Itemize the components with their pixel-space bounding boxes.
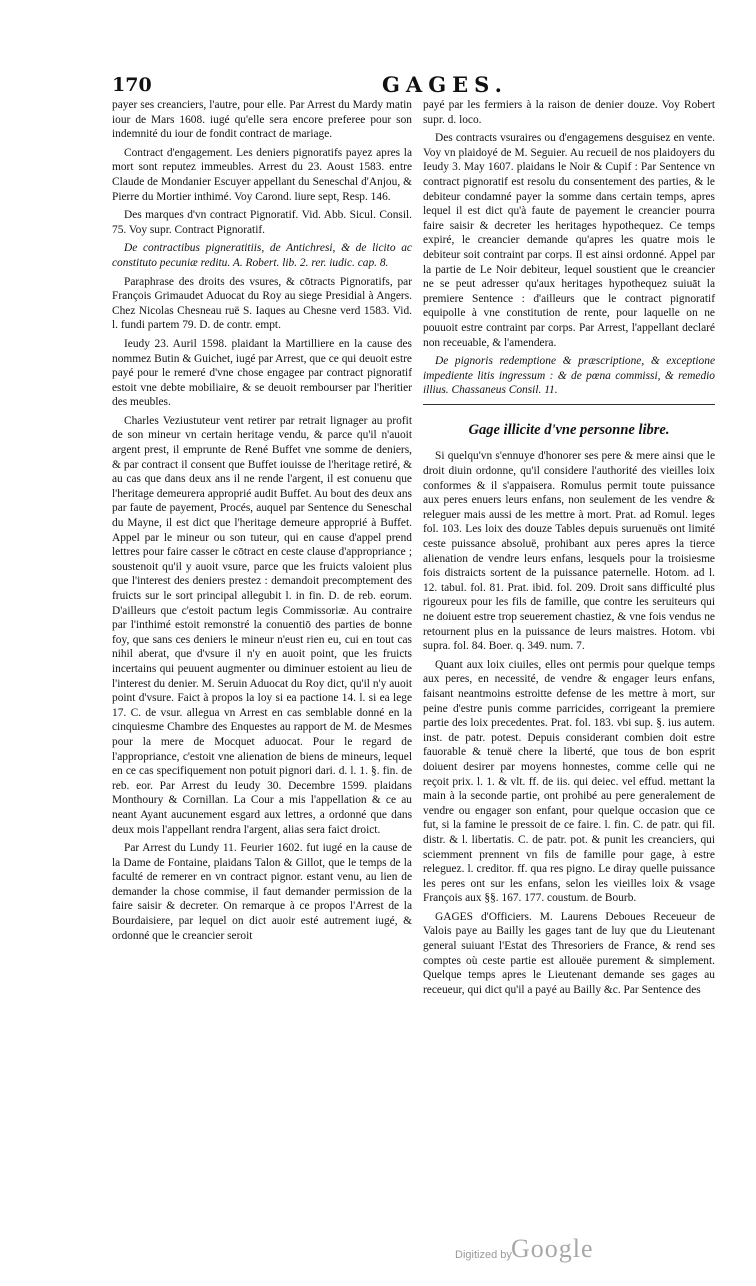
- running-title: GAGES.: [382, 72, 508, 97]
- paragraph: Quant aux loix ciuiles, elles ont permis pour quelque temps aux peres, en necessité, de vendre & engager leurs enfans, faisant neantmoins estroitte defense de les mettre à mort, sur peine d'estre punis comme parricides, corrigeant la premiere partie des loix precedentes. Prat. fol. 183. vbi sup. §. ius autem. inst. de patr. potest. Depuis considerant combien doit estre fauorable & tenuë chere la liberté, que tous de bon esprit doiuent desirer par moyens honnestes, comme celle qui ne reçoit prix. l. 1. & vlt. ff. de iis. qui deiec. vel effud. mettant la main à la seconde partie, ont prohibé au pere generalement de vendre ou engager son enfant, pour quelque occasion que ce fut, si la famine le pressoit de ce faire. l. fin. C. de patr. qui fil. distr. & l. libertatis. C. de patr. pot. & punit les creanciers, qui sciemment prennent vn fils de famille pour gage, à estre releguez. l. creditor. ff. qua res pigno. Le diray quelle puissance les peres ont sur les enfans, selon les vieilles loix & vsage François aux §§. 167. 177. coustum. de Bourb.: [423, 658, 715, 905]
- citation: De contractibus pigneratitiis, de Antichresi, & de licito ac constituto pecuniæ reditu. A. Robert. lib. 2. rer. iudic. cap. 8.: [112, 242, 412, 269]
- paragraph: Des contracts vsuraires ou d'engagemens desguisez en vente. Voy vn plaidoyé de M. Seguier. Au recueil de nos plaidoyers du Ieudy 3. May 1607. plaidans le Noir & Cupif : Par Sentence vn contract pignoratif est resolu du consentement des parties, & le debiteur condamné payer la somme dans certain temps, apres lequel il est dict qu'à faute de payement le creancier pourra faire saisir & decreter les heritages hypothequez. Ce temps expiré, le creancier demande qu'apres les quatre mois le debiteur soit contraint par corps. Il est ainsi ordonné. Appel par la partie de Le Noir debiteur, lequel soustient que le creancier ne se peut adresser qu'aux heritages hypothequez suiuāt la premiere Sentence : d'ailleurs que le contract pignoratif equipolle à vne constitution de rente, pour laquelle on ne pouuoit estre contraint par corps. Par Arrest, l'appellant declaré non receuable, & l'amendera.: [423, 132, 715, 349]
- page-number: 170: [112, 74, 152, 96]
- section-heading: Gage illicite d'vne personne libre.: [468, 421, 670, 438]
- paragraph: Ieudy 23. Auril 1598. plaidant la Martilliere en la cause des nommez Butin & Guichet, iugé par Arrest, que ce qui deuoit estre payé pour le remeré d'vne chose engagee par contract pignoratif estoit vne debte mobiliaire, & se deuoit rembourser par l'heritier des meubles.: [112, 337, 412, 409]
- right-column: [423, 98, 715, 1001]
- paragraph: payé par les fermiers à la raison de denier douze. Voy Robert supr. d. loco.: [423, 99, 715, 126]
- google-logo: Google: [511, 1234, 594, 1263]
- paragraph: Si quelqu'vn s'ennuye d'honorer ses pere & mere ainsi que le droit diuin ordonne, qu'il considere l'authorité des vieilles loix conformes & il s'appaisera. Romulus permit toute puissance aux peres enuers leurs enfans, non seulement de les vendre & releguer mais aussi de les mettre à mort. Prat. ad Romul. leges fol. 103. Les loix des douze Tables depuis suruenuës ont limité ceste puissance absoluë, prohibant aux peres apres la tierce alienation de vendre leurs enfans, lesquels pour la troisiesme fois distraicts sortent de la puissance paternelle. Hotom. ad l. 12. tabul. fol. 81. Prat. ibid. fol. 209. Droit sans difficulté plus rigoureux pour les fils de famille, que contre les seruiteurs qui ne doiuent estre trop seuerement chastiez, & vne fois vendus ne retournent plus en la puissance de leurs maistres. Hotom. vbi supra. fol. 84. Boer. q. 349. num. 7.: [423, 450, 715, 653]
- paragraph: Par Arrest du Lundy 11. Feurier 1602. fut iugé en la cause de la Dame de Fontaine, plaidans Talon & Gillot, que le temps de la faculté de remerer en vn contract pignor. estant venu, au lien de demander la chose commise, il faut demander permission de la faire saisir & decreter. On remarque à ce propos l'Arrest de la Bourdaisiere, par lequel on dict auoir esté autrement iugé, & ordonné que le creancier seroit: [112, 842, 412, 942]
- google-watermark: [455, 1234, 655, 1268]
- paragraph: Paraphrase des droits des vsures, & cōtracts Pignoratifs, par François Grimaudet Aduocat du Roy au siege Presidial à Angers. Chez Nicolas Chesneau ruë S. Iaques au Chesne verd 1583. Vid. l. fundi partem 79. D. de contr. empt.: [112, 275, 412, 332]
- citation: De pignoris redemptione & præscriptione, & exceptione impediente litis ingressum : & de pœna commissi, & remedio illius. Chassaneus Consil. 11.: [423, 355, 715, 397]
- paragraph: Charles Veziustuteur vent retirer par retrait lignager au profit de son mineur vn certain heritage vendu, & parce qu'il n'auoit argent prest, il emprunte de René Buffet vne somme de deniers, & par contract il consent que Buffet iouisse de l'heritage retiré, & au cas que dans deux ans il ne rende l'argent, il est conuenu que l'heritage demeurera approprié audit Buffet. Au bout des deux ans par faute de payement, Procés, auquel par Sentence du Seneschal du Mayne, il est dict que l'heritage demeure approprié à Buffet. Appel par le mineur ou son tuteur, qui en cause d'appel prend lettres pour faire casser le cōtract en ceste clause d'appropriance ; soustenoit qu'il y auoit vsure, parce que les fruicts valoient plus que l'interest des deniers prestez : demandoit precomptement des fruicts sur le sort principal allegubit l. in fin. D. de reb. eorum. D'ailleurs que c'estoit pactum legis Commissoriæ. Au contraire par l'inthimé estoit remonstré la conuentiō des parties de bonne foy, que sans ces deniers le mineur n'eust rien eu, cui en tout cas nihil aberat, que d'vsure il n'y en auoit point, que les fruicts incertains qui peuuent augmenter ou diminuer estoient au lieu de l'interest du denier. M. Seruin Aduocat du Roy dict, qu'il n'y auoit point d'vsure. Faict à propos la loy si ea pactione 14. l. si ea lege 17. C. de vsur. allegua vn Arrest en cas semblable donné en la cinquiesme Chambre des Enquestes au rapport de M. de Mesmes pour la mere de Mocquet aduocat. Pour le regard de l'appropriance, c'estoit vne alienation de biens de mineurs, lequel en ce cas specifiquement non potuit pignori dari. d. l. 1. §. fin. de reb. eor. Par Arrest du Ieudy 30. Decembre 1599. plaidans Monthoury & Cornillan. La Cour a mis l'appellation & ce au neant Ayant aucunement esgard aux lettres, a ordonné que dans deux mois l'appellant rendra l'argent, alias sera faict droict.: [112, 414, 412, 836]
- watermark-prefix: Digitized by: [455, 1249, 512, 1261]
- paragraph: GAGES d'Officiers. M. Laurens Deboues Receueur de Valois paye au Bailly les gages tant de luy que du Lieutenant general suiuant l'Estat des Thresoriers de France, & rend ses comptes où ceste partie est allouëe purement & simplement. Quelque temps apres le Lieutenant demande ses gages au receueur, qui dict qu'il a payé au Bailly &c. Par Sentence des: [423, 910, 715, 996]
- section-divider: [423, 404, 715, 405]
- left-column: [112, 98, 412, 947]
- paragraph: Des marques d'vn contract Pignoratif. Vid. Abb. Sicul. Consil. 75. Voy supr. Contract Pignoratif.: [112, 209, 412, 236]
- paragraph: Contract d'engagement. Les deniers pignoratifs payez apres la mort sont reputez immeubles. Arrest du 23. Aoust 1583. entre Claude de Mondanier Escuyer appellant du Seneschal d'Anjou, & Pierre du Mortier inthimé. Voy Carond. liure sept, Resp. 146.: [112, 146, 412, 203]
- paragraph: payer ses creanciers, l'autre, pour elle. Par Arrest du Mardy matin iour de Mars 1608. iugé qu'elle sera encore preferee pour son indemnité du iour de fondit contract de mariage.: [112, 99, 412, 141]
- page-header: [112, 74, 712, 98]
